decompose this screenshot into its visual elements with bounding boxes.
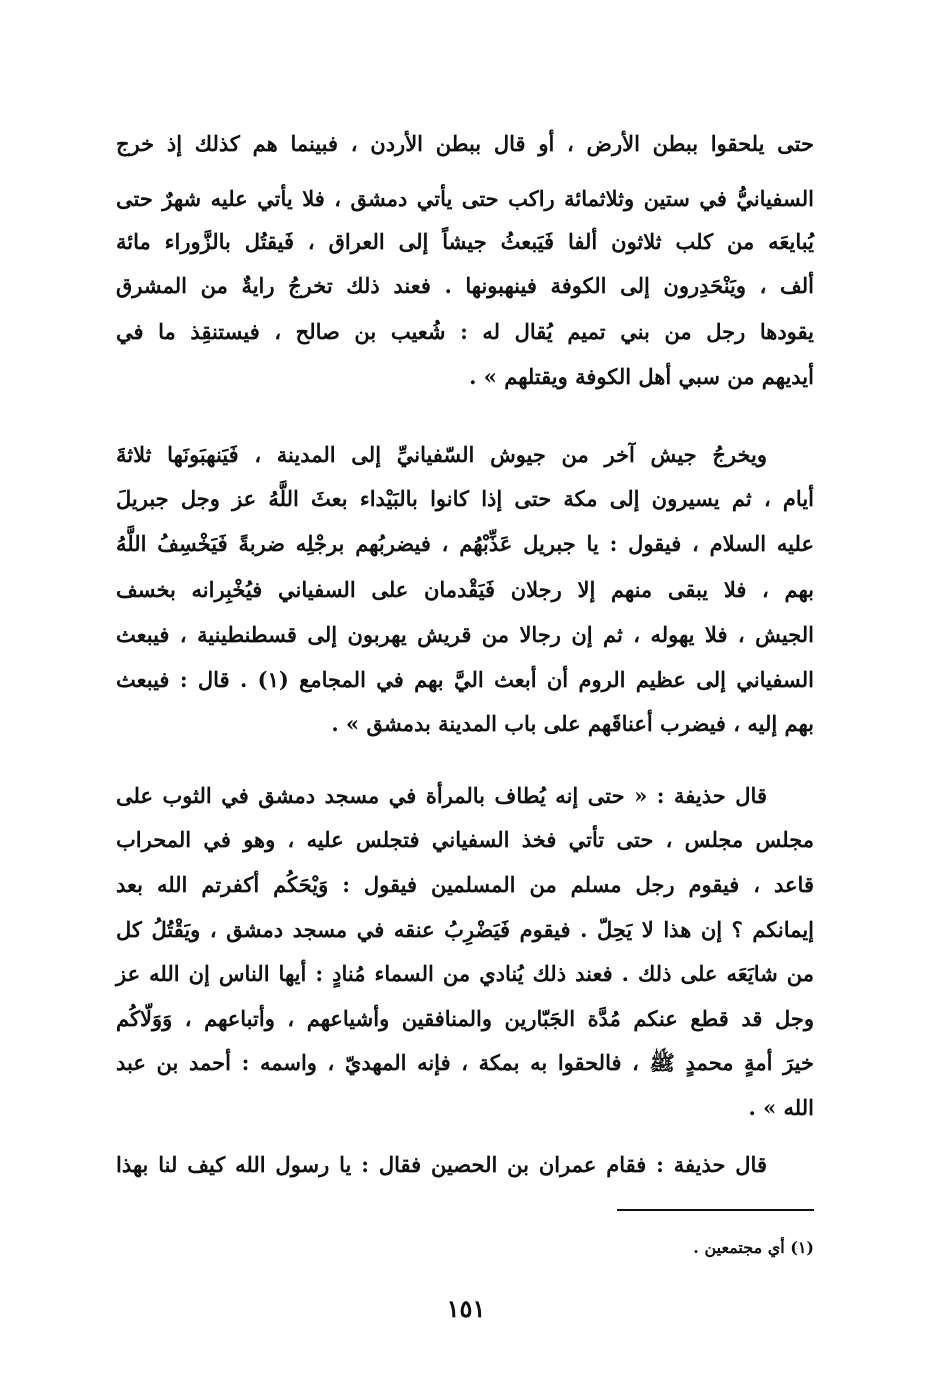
text-line: السفياني إلى عظيم الروم أن أبعث اليَّ بهم في المجامع (١) . قال : فيبعث [116,667,814,692]
text-line: قال حذيفة : « حتى إنه يُطاف بالمرأة في مسجد دمشق في الثوب على [116,783,767,808]
footnote-divider [617,1209,814,1211]
text-line: أيام ، ثم يسيرون إلى مكة حتى إذا كانوا بالبَيْداء بعثَ اللَّهُ عز وجل جبريلَ [116,486,814,511]
text-line: خيرَ أمةٍ محمدٍ ﷺ ، فالحقوا به بمكة ، فإنه المهديّ ، واسمه : أحمد بن عبد [116,1050,814,1075]
text-line: ألف ، ويَنْحَدِرون إلى الكوفة فينهبونها . فعند ذلك تخرجُ رايةٌ من المشرق [116,273,814,298]
text-line: ويخرجُ جيش آخر من جيوش السّفيانيِّ إلى المدينة ، فَيَنهبَونَها ثلاثةَ [116,442,767,467]
text-line: إيمانكم ؟ إن هذا لا يَحِلّ . فيقوم فَيَضْرِبُ عنقه في مسجد دمشق ، ويَقْتُلُ كل [116,917,814,942]
text-line: السفيانيُّ في ستين وثلاثمائة راكب حتى يأتي دمشق ، فلا يأتي عليه شهرٌ حتى [116,186,814,211]
text-line: من شايَعَه على ذلك . فعند ذلك يُنادي من السماء مُنادٍ : أيها الناس إن الله عز [116,961,814,986]
text-line: يقودها رجل من بني تميم يُقال له : شُعيب بن صالح ، فيستنقِذ ما في [116,319,814,344]
text-line: وجل قد قطع عنكم مُدَّة الجَبّارين والمنافقين وأشياعهم ، وأتباعهم ، وَوَلّاكُم [116,1006,814,1031]
text-line: بهم إليه ، فيضرب أعناقَهم على باب المدينة بدمشق » . [331,711,814,736]
text-line: الجيش ، فلا يهوله ، ثم إن رجالا من قريش يهربون إلى قسطنطينية ، فيبعث [116,622,814,647]
text-line: قاعد ، فيقوم رجل مسلم من المسلمين فيقول : وَيْحَكُم أكفرتم الله بعد [116,872,814,897]
footnote: (١) أي مجتمعين . [693,1238,814,1257]
text-line: الله » . [748,1095,814,1120]
text-line: قال حذيفة : فقام عمران بن الحصين فقال : يا رسول الله كيف لنا بهذا [116,1152,767,1177]
page-number: ١٥١ [446,1294,486,1323]
text-line: يُبايعَه من كلب ثلاثون ألفا فَيَبعثُ جيشاً إلى العراق ، فَيقتُل بالزَّوراء مائة [116,229,814,254]
text-line: حتى يلحقوا ببطن الأرض ، أو قال ببطن الأردن ، فبينما هم كذلك إذ خرج [116,131,814,156]
text-line: مجلس مجلس ، حتى تأتي فخذ السفياني فتجلس عليه ، وهو في المحراب [116,827,814,852]
text-line: عليه السلام ، فيقول : يا جبريل عَذِّبْهُم ، فيضربُهم برجْلِه ضربةً فَيَخْسِفُ اللَّهُ [116,531,814,556]
text-line: بهم ، فلا يبقى منهم إلا رجلان فَيَقْدمان على السفياني فيُخْبِرانه بخسف [116,577,814,602]
text-line: أيديهم من سبي أهل الكوفة ويقتلهم » . [469,364,814,389]
